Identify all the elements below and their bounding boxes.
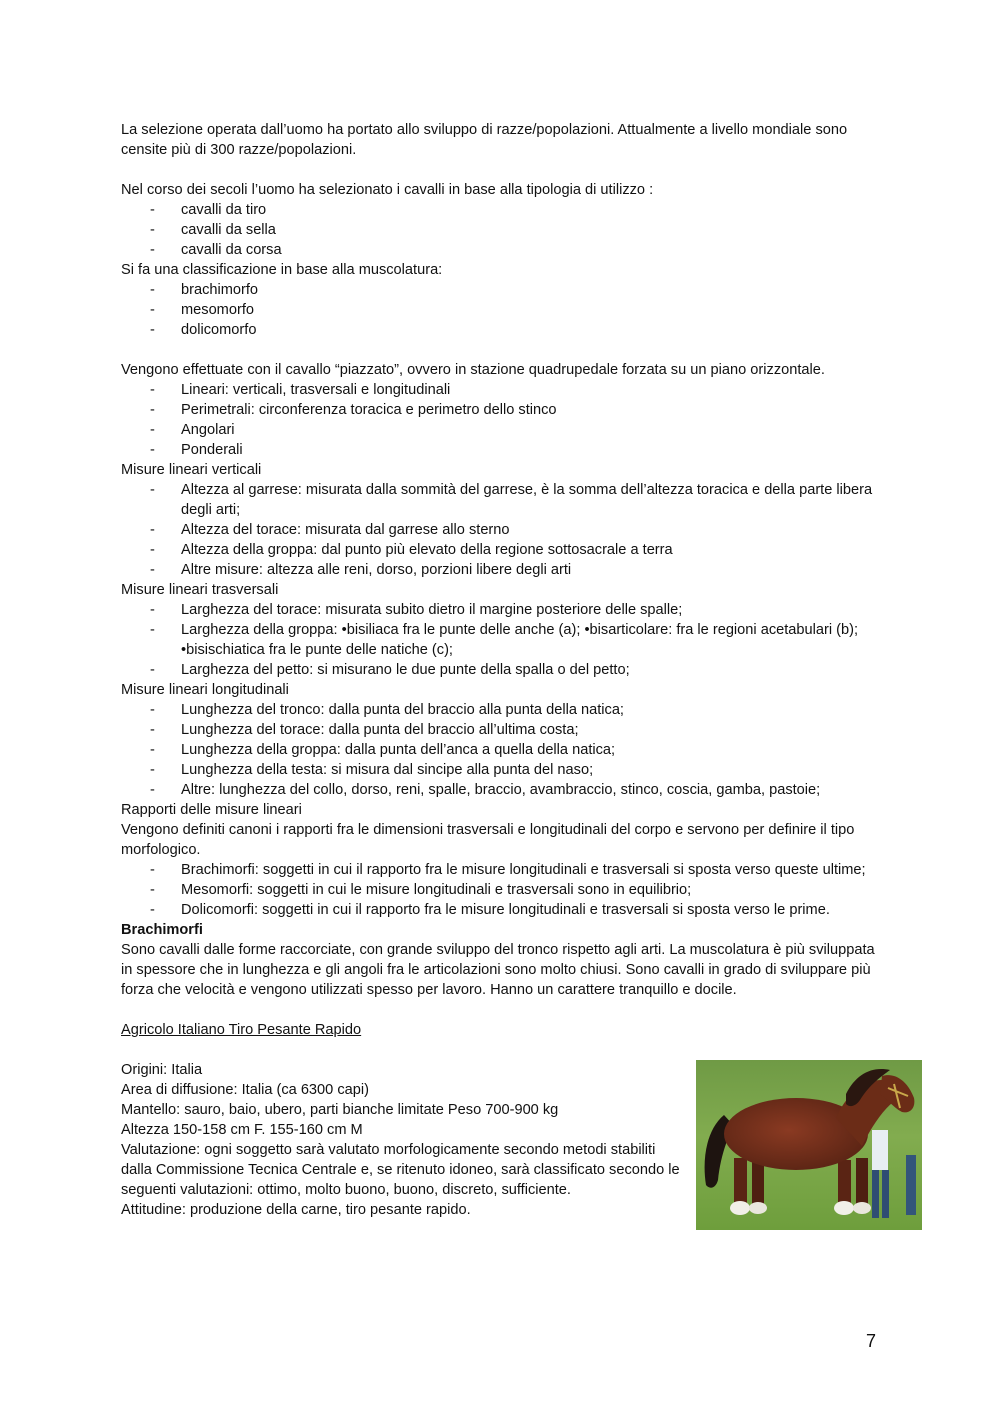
horse-photo [696,1060,922,1230]
list-item: - dolicomorfo [121,320,881,340]
list-item: - Altezza al garrese: misurata dalla sommità del garrese, è la somma dell’altezza toracica e della parte libera degli arti; [121,480,881,520]
vertical-list [121,480,881,580]
list-item: - Larghezza del petto: si misurano le due punte della spalla o del petto; [121,660,881,680]
list-item: - Lunghezza della testa: si misura dal sincipe alla punta del naso; [121,760,881,780]
brachimorfi-heading: Brachimorfi [121,922,203,938]
list-item: - Larghezza del torace: misurata subito dietro il margine posteriore delle spalle; [121,600,881,620]
list-item: - cavalli da sella [121,220,881,240]
list-item: - Altezza della groppa: dal punto più elevato della regione sottosacrale a terra [121,540,881,560]
breed-aptitude: Attitudine: produzione della carne, tiro pesante rapido. [121,1202,471,1218]
breed-area: Area di diffusione: Italia (ca 6300 capi) [121,1082,369,1098]
longitudinal-list [121,700,881,800]
intro-paragraph: La selezione operata dall’uomo ha portato allo sviluppo di razze/popolazioni. Attualmente a livello mondiale sono censite più di 300 razze/popolazioni. [121,122,848,158]
list-item: - Mesomorfi: soggetti in cui le misure longitudinali e trasversali sono in equilibrio; [121,880,881,900]
list-item: - brachimorfo [121,280,881,300]
ratios-heading: Rapporti delle misure lineari [121,802,302,818]
list-item: - Lineari: verticali, trasversali e longitudinali [121,380,881,400]
breed-details [121,1060,681,1220]
transverse-heading: Misure lineari trasversali [121,582,279,598]
muscle-heading: Si fa una classificazione in base alla muscolatura: [121,262,443,278]
longitudinal-heading: Misure lineari longitudinali [121,682,289,698]
list-item: - Lunghezza del tronco: dalla punta del braccio alla punta della natica; [121,700,881,720]
page-number: 7 [866,1331,877,1351]
list-item: - cavalli da tiro [121,200,881,220]
breed-title: Agricolo Italiano Tiro Pesante Rapido [121,1022,362,1038]
vertical-heading: Misure lineari verticali [121,462,262,478]
brachimorfi-text: Sono cavalli dalle forme raccorciate, con grande sviluppo del tronco rispetto agli arti. La muscolatura è più sviluppata in spessore che in lunghezza e gli angoli fra le articolazioni sono molto chiusi. Sono cavalli in grado di sviluppare più forza che velocità e vengono utilizzati spesso per lavoro. Hanno un carattere tranquillo e docile. [121,942,875,998]
list-item: - Lunghezza del torace: dalla punta del braccio all’ultima costa; [121,720,881,740]
breed-section [121,1060,881,1220]
list-item: - Lunghezza della groppa: dalla punta dell’anca a quella della natica; [121,740,881,760]
page-content [121,120,881,1220]
measures-heading: Vengono effettuate con il cavallo “piazzato”, ovvero in stazione quadrupedale forzata su un piano orizzontale. [121,362,825,378]
breed-height: Altezza 150-158 cm F. 155-160 cm M [121,1122,363,1138]
list-item: - Dolicomorfi: soggetti in cui il rapporto fra le misure longitudinali e trasversali si sposta verso le prime. [121,900,881,920]
list-item: - Perimetrali: circonferenza toracica e perimetro dello stinco [121,400,881,420]
breed-evaluation: Valutazione: ogni soggetto sarà valutato morfologicamente secondo metodi stabiliti dalla Commissione Tecnica Centrale e, se ritenuto idoneo, sarà classificato secondo le seguenti valutazioni: ottimo, molto buono, buono, discreto, sufficiente. [121,1142,680,1198]
list-item: - Ponderali [121,440,881,460]
list-item: - Angolari [121,420,881,440]
list-item: - Larghezza della groppa: •bisiliaca fra le punte delle anche (a); •bisarticolare: fra le regioni acetabulari (b); •bisischiatica fra le punte delle natiche (c); [121,620,881,660]
transverse-list [121,600,881,680]
breed-origin: Origini: Italia [121,1062,203,1078]
ratios-list [121,860,881,920]
list-item: - cavalli da corsa [121,240,881,260]
horse-image [696,1060,922,1230]
list-item: - Altre: lunghezza del collo, dorso, reni, spalle, braccio, avambraccio, stinco, coscia, gamba, pastoie; [121,780,881,800]
muscle-list [121,280,881,340]
measures-list [121,380,881,460]
ratios-text: Vengono definiti canoni i rapporti fra le dimensioni trasversali e longitudinali del corpo e servono per definire il tipo morfologico. [121,822,855,858]
list-item: - mesomorfo [121,300,881,320]
usage-heading: Nel corso dei secoli l’uomo ha selezionato i cavalli in base alla tipologia di utilizzo : [121,182,654,198]
list-item: - Brachimorfi: soggetti in cui il rapporto fra le misure longitudinali e trasversali si sposta verso queste ultime; [121,860,881,880]
usage-list [121,200,881,260]
breed-coat: Mantello: sauro, baio, ubero, parti bianche limitate Peso 700-900 kg [121,1102,559,1118]
list-item: - Altezza del torace: misurata dal garrese allo sterno [121,520,881,540]
list-item: - Altre misure: altezza alle reni, dorso, porzioni libere degli arti [121,560,881,580]
